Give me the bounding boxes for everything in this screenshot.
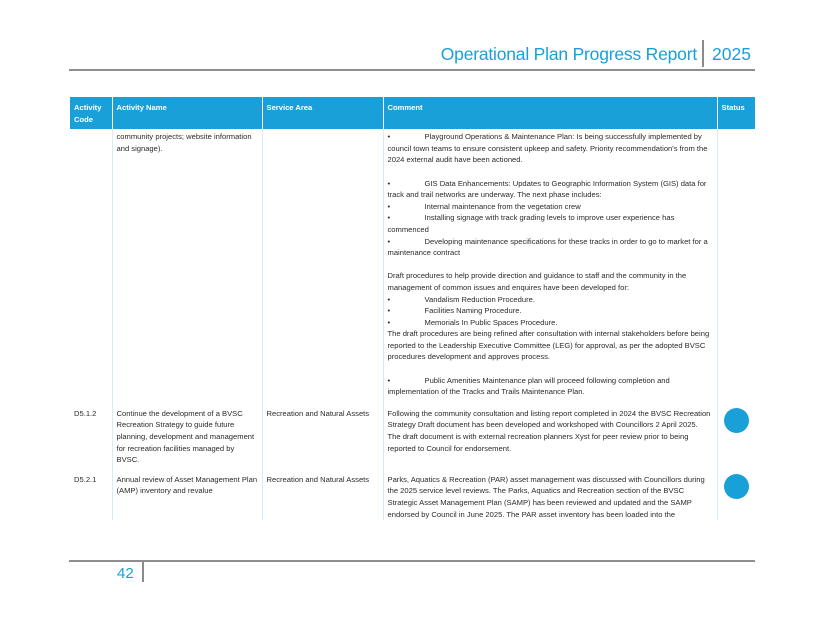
- activity-name: Continue the development of a BVSC Recreation Strategy to guide future planning, development and management for recreation facilities managed by BVSC.: [112, 398, 262, 466]
- col-service-area: Service Area: [262, 97, 383, 129]
- table-row: [70, 129, 755, 398]
- header-divider: [702, 40, 704, 67]
- service-area: Recreation and Natural Assets: [262, 398, 383, 466]
- status-indicator: [724, 474, 749, 499]
- comment-list-item: • Memorials In Public Spaces Procedure.: [387, 317, 558, 327]
- status-cell: [717, 398, 755, 466]
- activity-name: Annual review of Asset Management Plan (AMP) inventory and revalue: [112, 466, 262, 520]
- comment-paragraph: The draft procedures are being refined after consultation with internal stakeholders before being reported to the Leadership Executive Committee (LEG) for approval, as per the adopted BVSC procedures development and approves process.: [387, 329, 710, 362]
- table-row: [70, 466, 755, 520]
- comment: Parks, Aquatics & Recreation (PAR) asset management was discussed with Councillors during the 2025 service level reviews. The Parks, Aquatics and Recreation section of the BVSC Strategic Asset Management Plan (SAMP) has been reviewed and updated and the SAMP endorsed by Council in June 2025. The PAR asset inventory has been loaded into the: [383, 466, 717, 520]
- comment-list-item: • Vandalism Reduction Procedure.: [387, 294, 535, 304]
- comment-list-item: • Internal maintenance from the vegetation crew: [387, 201, 581, 211]
- footer-rule: [69, 560, 755, 562]
- service-area: Recreation and Natural Assets: [262, 466, 383, 520]
- status-cell: [717, 129, 755, 398]
- status-cell: [717, 466, 755, 520]
- service-area: [262, 129, 383, 398]
- col-activity-name: Activity Name: [112, 97, 262, 129]
- col-comment: Comment: [383, 97, 717, 129]
- activity-code: [70, 129, 112, 398]
- table-header-row: [70, 97, 755, 129]
- progress-table: [70, 97, 755, 520]
- report-title: Operational Plan Progress Report: [440, 44, 697, 64]
- col-status: Status: [717, 97, 755, 129]
- comment-list-item: • Developing maintenance specifications for these tracks in order to go to market for a maintenance contract: [387, 236, 708, 258]
- comment-list-item: • Installing signage with track grading levels to improve user experience has commenced: [387, 213, 675, 234]
- report-year: 2025: [712, 44, 751, 64]
- header-rule: [69, 69, 755, 71]
- comment-list-item: • Facilities Naming Procedure.: [387, 306, 522, 316]
- comment: [383, 129, 717, 398]
- comment-paragraph: • GIS Data Enhancements: Updates to Geographic Information System (GIS) data for track and trail networks are underway. The next phase includes:: [387, 178, 707, 200]
- col-activity-code: Activity Code: [70, 97, 112, 129]
- activity-code: D5.1.2: [70, 398, 112, 466]
- comment-paragraph: • Playground Operations & Maintenance Plan: Is being successfully implemented by council town teams to ensure consistent upkeep and safety. Priority recommendation's from the 2024 external audit have been actioned.: [387, 132, 708, 165]
- activity-code: D5.2.1: [70, 466, 112, 520]
- comment-paragraph: • Public Amenities Maintenance plan will proceed following completion and implementation of the Tracks and Trails Maintenance Plan.: [387, 375, 670, 397]
- activity-name: community projects; website information and signage).: [112, 129, 262, 398]
- footer-divider: [142, 562, 144, 582]
- table-row: [70, 398, 755, 466]
- page-number: 42: [117, 565, 134, 582]
- comment: Following the community consultation and listing report completed in 2024 the BVSC Recreation Strategy Draft document has been developed and workshoped with Councillors 2 April 2025. The draft document is with external recreation planners Xyst for peer review prior to being reported to Council for endorsement.: [383, 398, 717, 466]
- comment-paragraph: Draft procedures to help provide direction and guidance to staff and the community in the management of common issues and enquires have been developed for:: [387, 271, 687, 292]
- status-indicator: [724, 408, 749, 433]
